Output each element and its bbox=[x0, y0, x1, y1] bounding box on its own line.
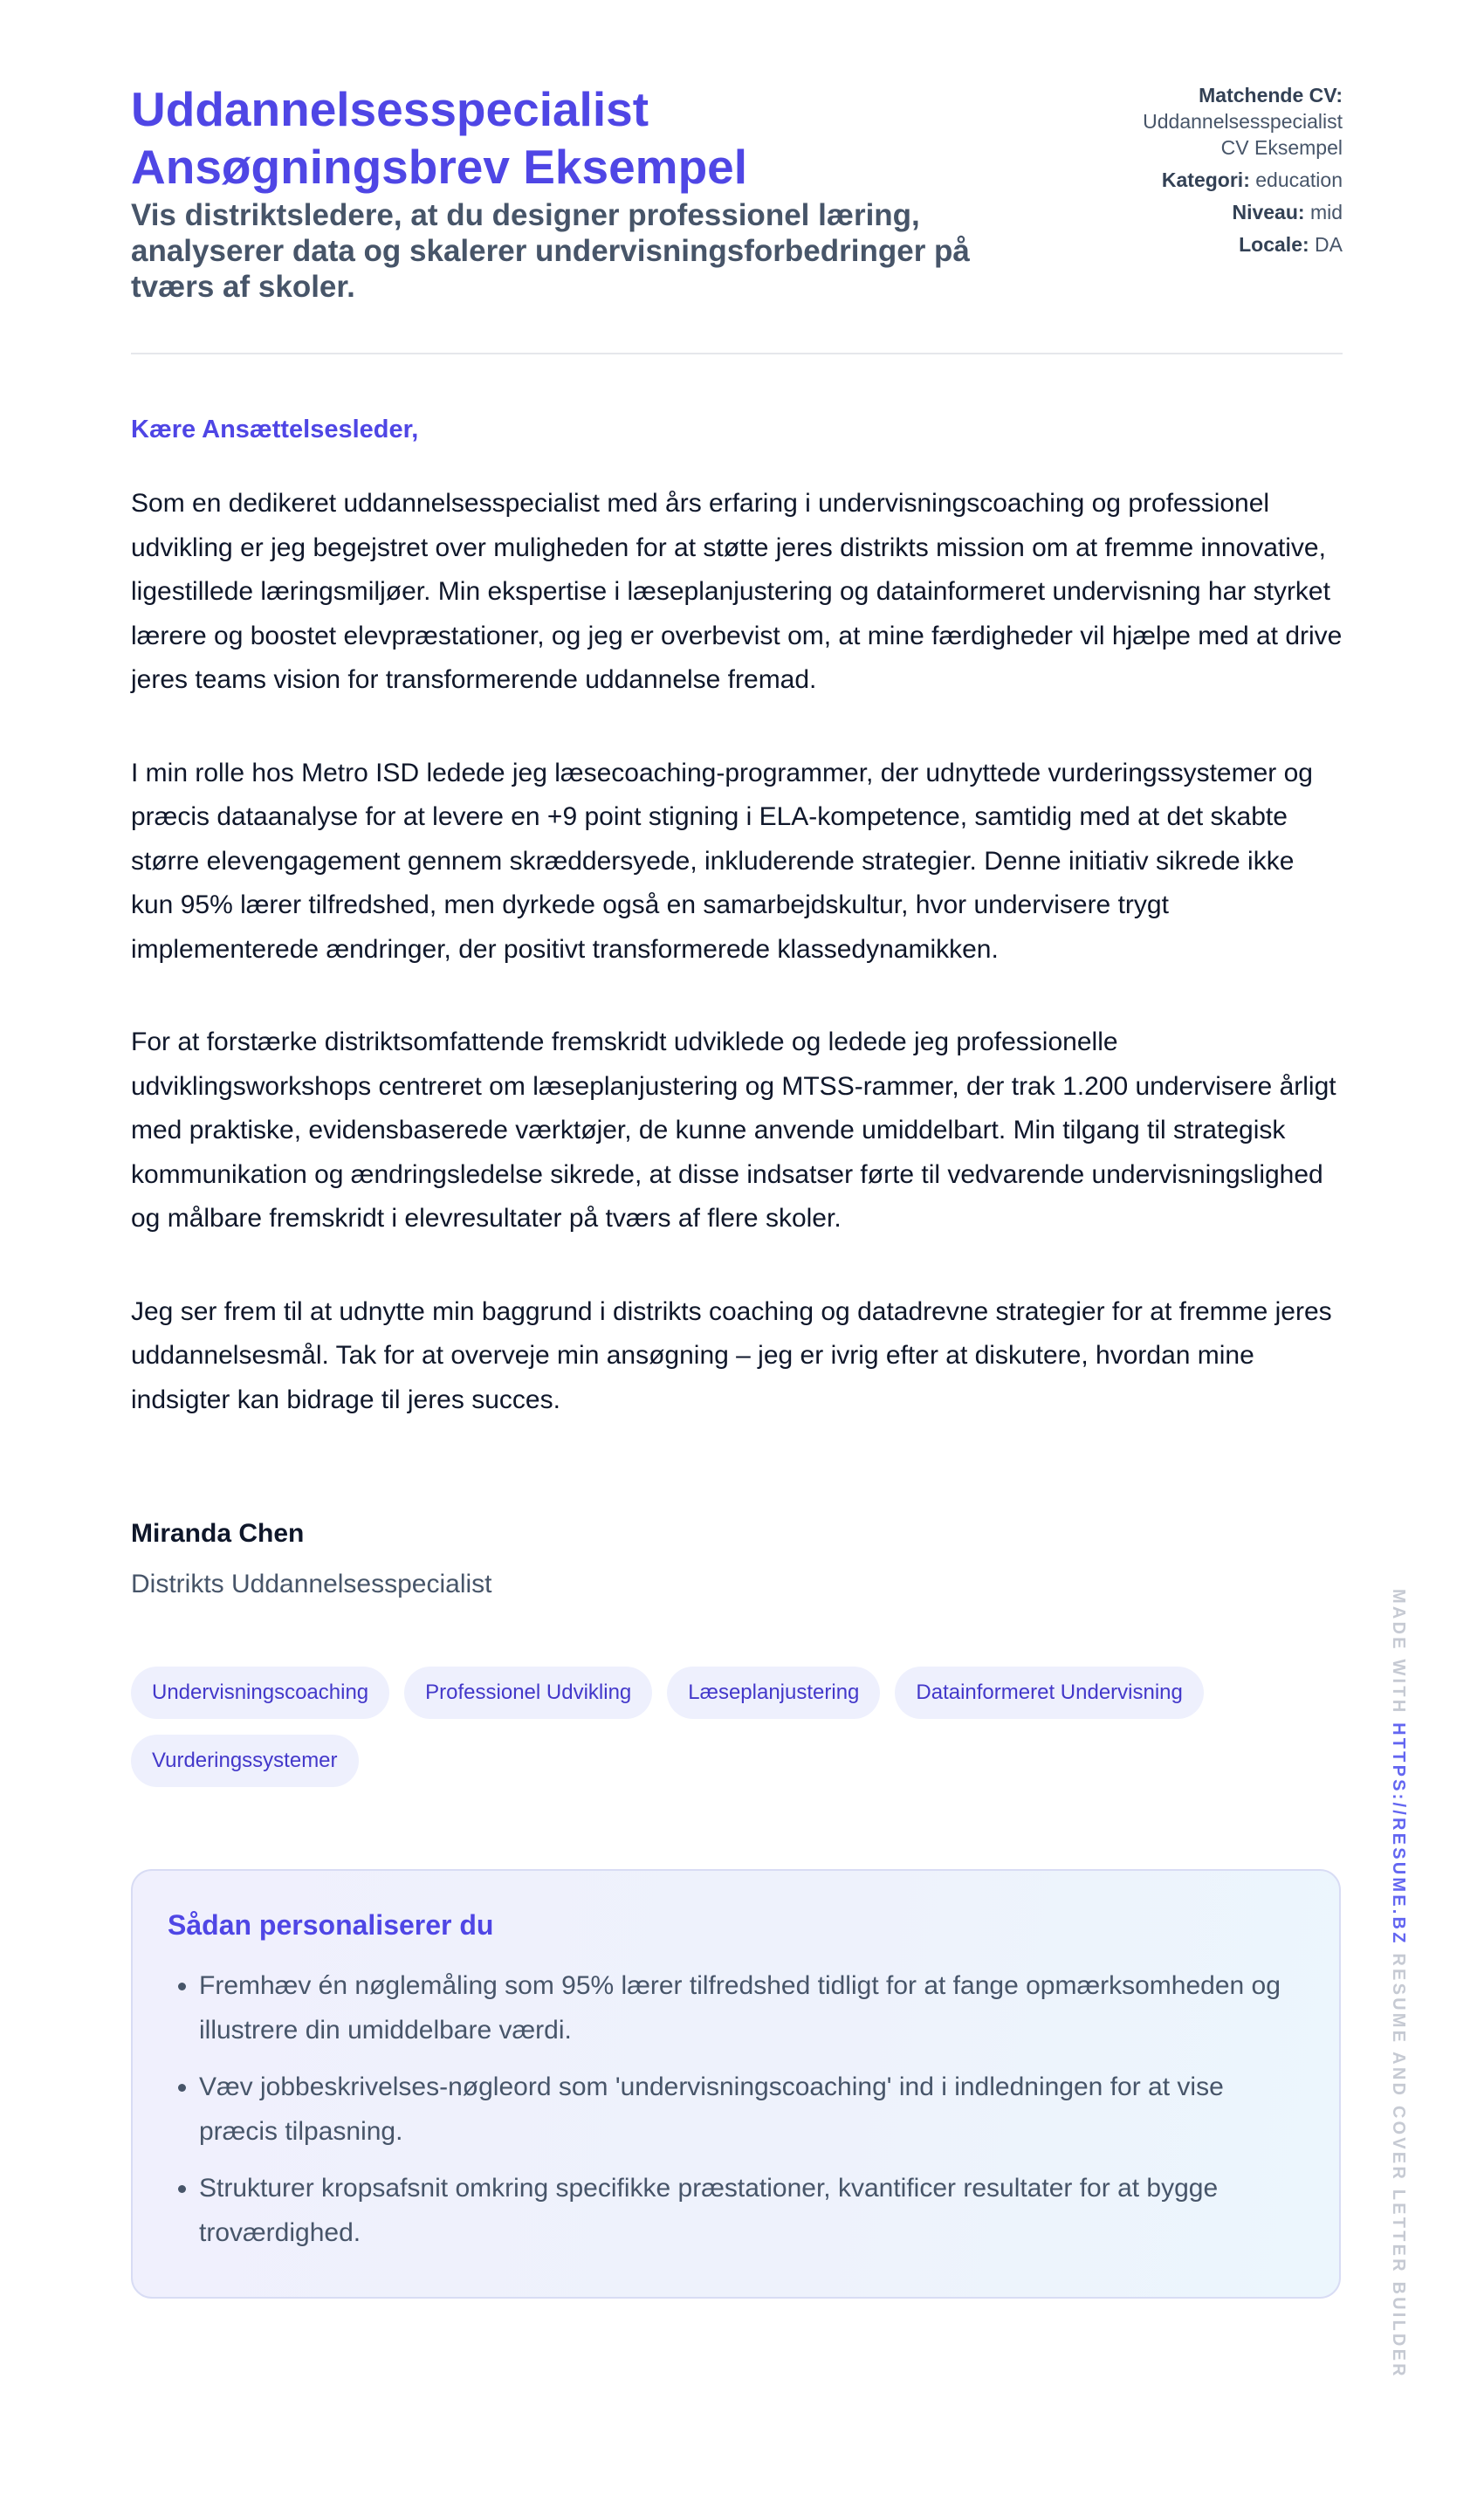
title-line-1: Uddannelsesspecialist bbox=[131, 82, 649, 136]
title-line-2: Ansøgningsbrev Eksempel bbox=[131, 140, 748, 194]
salutation: Kære Ansættelsesleder, bbox=[131, 416, 419, 443]
signature-role: Distrikts Uddannelsesspecialist bbox=[131, 1570, 492, 1598]
tips-list bbox=[168, 1963, 1304, 2255]
category-label: Kategori: bbox=[1161, 168, 1250, 191]
signature-name: Miranda Chen bbox=[131, 1519, 305, 1548]
matching-cv bbox=[1063, 82, 1343, 161]
tip-item: • Strukturer kropsafsnit omkring specifikke præstationer, kvantificer resultater for at bygge troværdighed. bbox=[199, 2166, 1304, 2255]
letter-paragraph: Jeg ser frem til at udnytte min baggrund i distrikts coaching og datadrevne strategier for at fremme jeres uddannelsesmål. Tak for at overveje min ansøgning – jeg er ivrig efter at diskutere, hvordan mine indsigter kan bidrage til jeres succes. bbox=[131, 1296, 1332, 1414]
letter-paragraph: For at forstærke distriktsomfattende fremskridt udviklede og ledede jeg professionelle udviklingsworkshops centreret om læseplanjustering og MTSS-rammer, der trak 1.200 undervisere årligt med praktiske, evidensbaserede værktøjer, de kunne anvende umiddelbart. Min tilgang til strategisk kommunikation og ændringsledelse sikrede, at disse indsatser førte til vedvarende undervisningslighed og målbare fremskridt i elevresultater på tværs af flere skoler. bbox=[131, 1028, 1336, 1233]
skill-tag: Læseplanjustering bbox=[667, 1667, 880, 1719]
tip-item: • Fremhæv én nøglemåling som 95% lærer tilfredshed tidligt for at fange opmærksomheden og illustrere din umiddelbare værdi. bbox=[199, 1963, 1304, 2052]
meta-locale bbox=[1063, 231, 1343, 258]
letter-paragraph: I min rolle hos Metro ISD ledede jeg læsecoaching-programmer, der udnyttede vurderingssystemer og præcis dataanalyse for at levere en +9 point stigning i ELA-kompetence, samtidig med at det skabte større elevengagement gennem skræddersyede, inkluderende strategier. Denne initiativ sikrede ikke kun 95% lærer tilfredshed, men dyrkede også en samarbejdskultur, hvor undervisere trygt implementerede ændringer, der positivt transformerede klassedynamikken. bbox=[131, 758, 1313, 964]
tips-title: Sådan personaliserer du bbox=[168, 1909, 494, 1941]
meta-panel bbox=[1063, 82, 1343, 264]
page-title bbox=[131, 80, 1048, 196]
letter-body bbox=[131, 414, 1343, 1602]
watermark-link[interactable]: HTTPS://RESUME.BZ bbox=[1389, 1722, 1408, 1946]
matching-cv-label: Matchende CV: bbox=[1199, 84, 1343, 107]
skill-tag: Professionel Udvikling bbox=[404, 1667, 652, 1719]
category-value: education bbox=[1255, 168, 1343, 191]
matching-cv-link-line1[interactable]: Uddannelsesspecialist bbox=[1143, 110, 1343, 133]
matching-cv-link-line2[interactable]: CV Eksempel bbox=[1220, 136, 1343, 159]
level-value: mid bbox=[1309, 201, 1343, 223]
skill-tag: Undervisningscoaching bbox=[131, 1667, 389, 1719]
tip-item: • Væv jobbeskrivelses-nøgleord som 'undervisningscoaching' ind i indledningen for at vise præcis tilpasning. bbox=[199, 2065, 1304, 2154]
made-with-watermark bbox=[1388, 1589, 1409, 2379]
locale-value: DA bbox=[1315, 233, 1343, 256]
meta-level bbox=[1063, 199, 1343, 225]
skill-tag: Datainformeret Undervisning bbox=[895, 1667, 1203, 1719]
cover-letter-page bbox=[131, 0, 1343, 2299]
watermark-prefix: MADE WITH bbox=[1389, 1589, 1408, 1715]
personalization-tips-box bbox=[131, 1869, 1341, 2299]
locale-label: Locale: bbox=[1239, 233, 1309, 256]
level-label: Niveau: bbox=[1232, 201, 1305, 223]
letter-paragraph: Som en dedikeret uddannelsesspecialist med års erfaring i undervisningscoaching og professionel udvikling er jeg begejstret over muligheden for at støtte jeres distrikts mission om at fremme innovative, ligestillede læringsmiljøer. Min ekspertise i læseplanjustering og datainformeret undervisning har styrket lærere og boostet elevpræstationer, og jeg er overbevist om, at mine færdigheder vil hjælpe med at drive jeres teams vision for transformerende uddannelse fremad. bbox=[131, 489, 1343, 694]
skill-tag: Vurderingssystemer bbox=[131, 1735, 359, 1787]
page-subtitle: Vis distriktsledere, at du designer professionel læring, analyserer data og skalerer undervisningsforbedringer på tværs af skoler. bbox=[131, 198, 970, 304]
meta-category bbox=[1063, 167, 1343, 193]
watermark-suffix: RESUME AND COVER LETTER BUILDER bbox=[1389, 1953, 1408, 2379]
page-header bbox=[131, 0, 1343, 354]
skill-tags bbox=[131, 1667, 1343, 1787]
